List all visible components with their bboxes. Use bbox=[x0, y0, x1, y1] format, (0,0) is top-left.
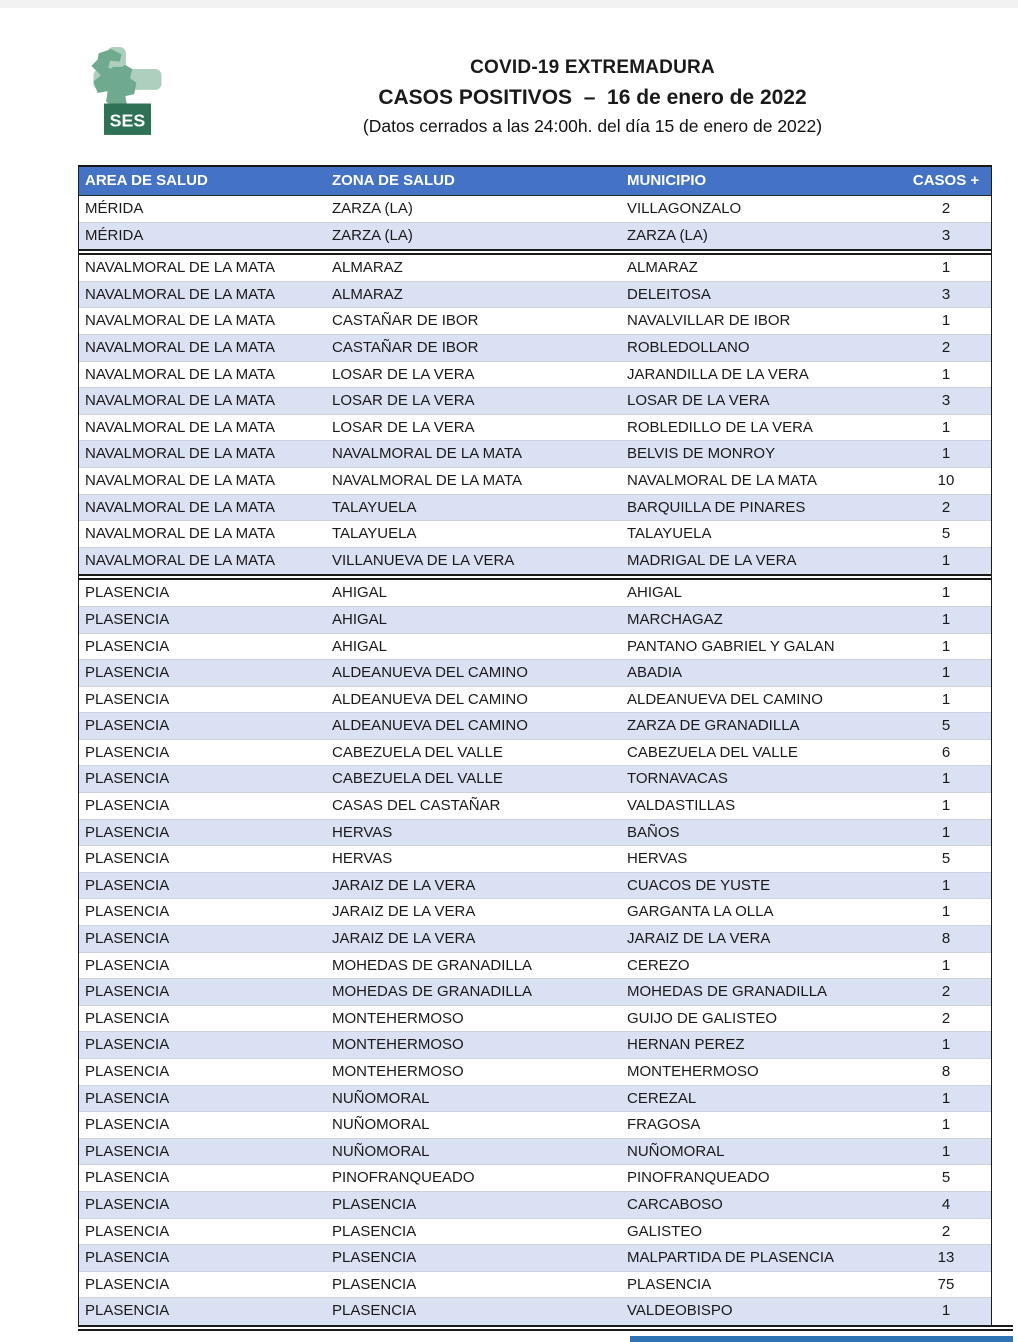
table-row bbox=[79, 1032, 991, 1059]
table-row bbox=[79, 953, 991, 980]
cell-casos: 1 bbox=[941, 259, 951, 277]
cell-area-de-salud: NAVALMORAL DE LA MATA bbox=[85, 445, 276, 463]
table-row bbox=[79, 1059, 991, 1086]
cell-zona-de-salud: PLASENCIA bbox=[332, 1275, 417, 1293]
cell-zona-de-salud: ALDEANUEVA DEL CAMINO bbox=[332, 717, 528, 735]
cell-area-de-salud: NAVALMORAL DE LA MATA bbox=[85, 312, 276, 330]
cell-casos: 75 bbox=[937, 1275, 955, 1293]
cell-area-de-salud: PLASENCIA bbox=[85, 1009, 170, 1027]
cell-area-de-salud: PLASENCIA bbox=[85, 1195, 170, 1213]
table-row bbox=[79, 223, 991, 250]
report-header bbox=[200, 56, 985, 137]
cell-municipio: CUACOS DE YUSTE bbox=[627, 876, 771, 894]
cell-municipio: VALDASTILLAS bbox=[627, 797, 736, 815]
cell-area-de-salud: NAVALMORAL DE LA MATA bbox=[85, 525, 276, 543]
report-note: (Datos cerrados a las 24:00h. del día 15 de enero de 2022) bbox=[362, 116, 823, 136]
cell-municipio: LOSAR DE LA VERA bbox=[627, 392, 770, 410]
area-group bbox=[79, 255, 991, 574]
cell-area-de-salud: NAVALMORAL DE LA MATA bbox=[85, 471, 276, 489]
cell-municipio: ROBLEDILLO DE LA VERA bbox=[627, 418, 813, 436]
cell-municipio: ABADIA bbox=[627, 664, 683, 682]
cell-zona-de-salud: MOHEDAS DE GRANADILLA bbox=[332, 983, 533, 1001]
cell-casos: 2 bbox=[941, 338, 951, 356]
cell-casos: 1 bbox=[941, 876, 951, 894]
table-row bbox=[79, 495, 991, 522]
cell-zona-de-salud: PLASENCIA bbox=[332, 1222, 417, 1240]
column-header-area-de-salud: AREA DE SALUD bbox=[85, 172, 208, 189]
cell-casos: 5 bbox=[941, 1169, 951, 1187]
cell-area-de-salud: PLASENCIA bbox=[85, 1116, 170, 1134]
cell-casos: 1 bbox=[941, 1142, 951, 1160]
table-row bbox=[79, 1086, 991, 1113]
cell-zona-de-salud: MONTEHERMOSO bbox=[332, 1036, 464, 1054]
cell-municipio: HERVAS bbox=[627, 850, 688, 868]
report-subtitle: CASOS POSITIVOS – 16 de enero de 2022 bbox=[378, 86, 807, 109]
cell-area-de-salud: PLASENCIA bbox=[85, 1142, 170, 1160]
cell-area-de-salud: NAVALMORAL DE LA MATA bbox=[85, 551, 276, 569]
cell-zona-de-salud: PINOFRANQUEADO bbox=[332, 1169, 475, 1187]
cell-area-de-salud: PLASENCIA bbox=[85, 1302, 170, 1320]
table-row bbox=[79, 441, 991, 468]
cell-zona-de-salud: PLASENCIA bbox=[332, 1249, 417, 1267]
table-row bbox=[79, 415, 991, 442]
cell-zona-de-salud: NUÑOMORAL bbox=[332, 1116, 430, 1134]
cell-zona-de-salud: ALMARAZ bbox=[332, 259, 403, 277]
table-row bbox=[79, 1272, 991, 1299]
cell-municipio: NAVALMORAL DE LA MATA bbox=[627, 471, 818, 489]
cell-municipio: ALDEANUEVA DEL CAMINO bbox=[627, 690, 823, 708]
cell-municipio: JARAIZ DE LA VERA bbox=[627, 930, 771, 948]
cell-zona-de-salud: MONTEHERMOSO bbox=[332, 1009, 464, 1027]
table-row bbox=[79, 634, 991, 661]
table-row bbox=[79, 793, 991, 820]
table-row bbox=[79, 388, 991, 415]
cell-zona-de-salud: HERVAS bbox=[332, 850, 393, 868]
cell-area-de-salud: PLASENCIA bbox=[85, 664, 170, 682]
cell-municipio: MONTEHERMOSO bbox=[627, 1063, 759, 1080]
cell-zona-de-salud: JARAIZ DE LA VERA bbox=[332, 930, 476, 948]
cell-casos: 1 bbox=[941, 956, 951, 974]
window-top-strip bbox=[0, 0, 1018, 8]
cell-area-de-salud: MÉRIDA bbox=[85, 200, 144, 217]
cell-casos: 1 bbox=[941, 365, 951, 383]
cell-municipio: MOHEDAS DE GRANADILLA bbox=[627, 983, 828, 1001]
table-row bbox=[79, 873, 991, 900]
cell-municipio: PANTANO GABRIEL Y GALAN bbox=[627, 637, 835, 655]
cell-zona-de-salud: JARAIZ DE LA VERA bbox=[332, 876, 476, 894]
table-row bbox=[79, 1165, 991, 1192]
cell-municipio: PLASENCIA bbox=[627, 1275, 712, 1293]
cell-municipio: CARCABOSO bbox=[627, 1195, 723, 1213]
cell-area-de-salud: NAVALMORAL DE LA MATA bbox=[85, 418, 276, 436]
cell-zona-de-salud: MOHEDAS DE GRANADILLA bbox=[332, 956, 533, 974]
table-row bbox=[79, 766, 991, 793]
cell-zona-de-salud: ALDEANUEVA DEL CAMINO bbox=[332, 690, 528, 708]
cell-area-de-salud: NAVALMORAL DE LA MATA bbox=[85, 338, 276, 356]
cell-municipio: VILLAGONZALO bbox=[627, 200, 742, 217]
table-bottom-border bbox=[78, 1325, 1013, 1331]
cell-area-de-salud: PLASENCIA bbox=[85, 584, 170, 602]
table-row bbox=[79, 713, 991, 740]
cell-area-de-salud: PLASENCIA bbox=[85, 1169, 170, 1187]
cell-casos: 5 bbox=[941, 850, 951, 868]
table-row bbox=[79, 1192, 991, 1219]
area-group bbox=[79, 580, 991, 1325]
table-row bbox=[79, 468, 991, 495]
cell-casos: 5 bbox=[941, 525, 951, 543]
cell-casos: 1 bbox=[941, 823, 951, 841]
table-row bbox=[79, 1112, 991, 1139]
cell-zona-de-salud: LOSAR DE LA VERA bbox=[332, 418, 475, 436]
cell-area-de-salud: PLASENCIA bbox=[85, 717, 170, 735]
column-header-casos: CASOS + bbox=[912, 172, 980, 189]
table-row bbox=[79, 1139, 991, 1166]
cell-municipio: MARCHAGAZ bbox=[627, 610, 723, 628]
cell-casos: 8 bbox=[941, 1063, 951, 1080]
cell-municipio: BARQUILLA DE PINARES bbox=[627, 498, 806, 516]
cell-casos: 2 bbox=[941, 1222, 951, 1240]
cell-municipio: GALISTEO bbox=[627, 1222, 703, 1240]
table-row bbox=[79, 846, 991, 873]
cell-area-de-salud: NAVALMORAL DE LA MATA bbox=[85, 365, 276, 383]
cell-municipio: GARGANTA LA OLLA bbox=[627, 903, 774, 921]
cell-casos: 2 bbox=[941, 1009, 951, 1027]
cell-municipio: BELVIS DE MONROY bbox=[627, 445, 776, 463]
cell-municipio: GUIJO DE GALISTEO bbox=[627, 1009, 778, 1027]
cell-zona-de-salud: TALAYUELA bbox=[332, 498, 417, 516]
cell-zona-de-salud: AHIGAL bbox=[332, 584, 388, 602]
cell-municipio: TALAYUELA bbox=[627, 525, 712, 543]
cell-municipio: NUÑOMORAL bbox=[627, 1142, 725, 1160]
cell-zona-de-salud: VILLANUEVA DE LA VERA bbox=[332, 551, 515, 569]
cell-area-de-salud: NAVALMORAL DE LA MATA bbox=[85, 285, 276, 303]
cell-casos: 3 bbox=[941, 285, 951, 303]
cell-municipio: MADRIGAL DE LA VERA bbox=[627, 551, 797, 569]
cell-zona-de-salud: JARAIZ DE LA VERA bbox=[332, 903, 476, 921]
cell-area-de-salud: PLASENCIA bbox=[85, 770, 170, 788]
logo-weave-stripe-shape bbox=[112, 67, 124, 94]
cell-zona-de-salud: ZARZA (LA) bbox=[332, 226, 413, 244]
cell-zona-de-salud: NUÑOMORAL bbox=[332, 1142, 430, 1160]
cell-area-de-salud: PLASENCIA bbox=[85, 956, 170, 974]
cell-municipio: JARANDILLA DE LA VERA bbox=[627, 365, 809, 383]
report-title: COVID-19 EXTREMADURA bbox=[470, 57, 715, 78]
cell-area-de-salud: PLASENCIA bbox=[85, 637, 170, 655]
cell-zona-de-salud: NAVALMORAL DE LA MATA bbox=[332, 445, 523, 463]
table-row bbox=[79, 899, 991, 926]
cell-casos: 2 bbox=[941, 498, 951, 516]
table-row bbox=[79, 820, 991, 847]
table-row bbox=[79, 282, 991, 309]
cell-casos: 1 bbox=[941, 610, 951, 628]
cell-municipio: CEREZO bbox=[627, 956, 690, 974]
cell-zona-de-salud: PLASENCIA bbox=[332, 1302, 417, 1320]
cell-area-de-salud: PLASENCIA bbox=[85, 903, 170, 921]
next-section-sliver bbox=[630, 1336, 1013, 1342]
cell-municipio: AHIGAL bbox=[627, 584, 683, 602]
cell-area-de-salud: PLASENCIA bbox=[85, 610, 170, 628]
cell-casos: 1 bbox=[941, 637, 951, 655]
cell-zona-de-salud: CASTAÑAR DE IBOR bbox=[332, 312, 479, 330]
cell-area-de-salud: NAVALMORAL DE LA MATA bbox=[85, 498, 276, 516]
cell-casos: 4 bbox=[941, 1195, 951, 1213]
cell-casos: 1 bbox=[941, 903, 951, 921]
area-group bbox=[79, 196, 991, 249]
ses-logo-icon bbox=[90, 47, 166, 137]
cell-casos: 2 bbox=[941, 983, 951, 1001]
cell-zona-de-salud: MONTEHERMOSO bbox=[332, 1063, 464, 1080]
cell-casos: 1 bbox=[941, 1036, 951, 1054]
table-row bbox=[79, 1006, 991, 1033]
table-body bbox=[79, 196, 991, 1325]
table-row bbox=[79, 926, 991, 953]
cell-casos: 1 bbox=[941, 664, 951, 682]
cell-casos: 1 bbox=[941, 770, 951, 788]
cell-municipio: ROBLEDOLLANO bbox=[627, 338, 750, 356]
cell-zona-de-salud: LOSAR DE LA VERA bbox=[332, 392, 475, 410]
cell-municipio: ZARZA DE GRANADILLA bbox=[627, 717, 800, 735]
cell-zona-de-salud: ZARZA (LA) bbox=[332, 200, 413, 217]
cell-area-de-salud: PLASENCIA bbox=[85, 690, 170, 708]
cell-area-de-salud: PLASENCIA bbox=[85, 1275, 170, 1293]
cell-casos: 1 bbox=[941, 1089, 951, 1107]
cell-casos: 1 bbox=[941, 445, 951, 463]
table-row bbox=[79, 660, 991, 687]
cell-casos: 13 bbox=[937, 1249, 955, 1267]
ses-logo bbox=[90, 47, 166, 137]
table-header-row bbox=[79, 165, 991, 196]
cell-municipio: NAVALVILLAR DE IBOR bbox=[627, 312, 791, 330]
cell-municipio: BAÑOS bbox=[627, 823, 680, 841]
cell-area-de-salud: NAVALMORAL DE LA MATA bbox=[85, 392, 276, 410]
cell-municipio: VALDEOBISPO bbox=[627, 1302, 733, 1320]
cell-municipio: HERNAN PEREZ bbox=[627, 1036, 745, 1054]
table-row bbox=[79, 1245, 991, 1272]
cell-casos: 1 bbox=[941, 584, 951, 602]
table-row bbox=[79, 1219, 991, 1246]
cell-zona-de-salud: ALDEANUEVA DEL CAMINO bbox=[332, 664, 528, 682]
cell-area-de-salud: PLASENCIA bbox=[85, 930, 170, 948]
cell-municipio: CABEZUELA DEL VALLE bbox=[627, 743, 798, 761]
cell-casos: 1 bbox=[941, 418, 951, 436]
table-row bbox=[79, 548, 991, 575]
cell-zona-de-salud: AHIGAL bbox=[332, 610, 388, 628]
logo-text: SES bbox=[109, 110, 146, 131]
cell-zona-de-salud: LOSAR DE LA VERA bbox=[332, 365, 475, 383]
cell-zona-de-salud: PLASENCIA bbox=[332, 1195, 417, 1213]
table-row bbox=[79, 1298, 991, 1325]
cell-casos: 1 bbox=[941, 1116, 951, 1134]
cell-casos: 1 bbox=[941, 797, 951, 815]
cell-zona-de-salud: CASTAÑAR DE IBOR bbox=[332, 338, 479, 356]
table-row bbox=[79, 196, 991, 223]
cell-zona-de-salud: HERVAS bbox=[332, 823, 393, 841]
cell-casos: 3 bbox=[941, 392, 951, 410]
cell-casos: 1 bbox=[941, 312, 951, 330]
table-row bbox=[79, 979, 991, 1006]
table-row bbox=[79, 740, 991, 767]
table-row bbox=[79, 521, 991, 548]
cell-area-de-salud: PLASENCIA bbox=[85, 876, 170, 894]
cell-municipio: MALPARTIDA DE PLASENCIA bbox=[627, 1249, 835, 1267]
table-row bbox=[79, 255, 991, 282]
table-row bbox=[79, 687, 991, 714]
cell-zona-de-salud: NAVALMORAL DE LA MATA bbox=[332, 471, 523, 489]
cell-area-de-salud: MÉRIDA bbox=[85, 226, 144, 244]
cell-zona-de-salud: CASAS DEL CASTAÑAR bbox=[332, 797, 501, 815]
cell-casos: 8 bbox=[941, 930, 951, 948]
cell-casos: 10 bbox=[937, 471, 955, 489]
cases-table bbox=[78, 165, 992, 1331]
cell-municipio: FRAGOSA bbox=[627, 1116, 701, 1134]
cell-area-de-salud: PLASENCIA bbox=[85, 1249, 170, 1267]
cell-area-de-salud: PLASENCIA bbox=[85, 823, 170, 841]
cell-municipio: DELEITOSA bbox=[627, 285, 711, 303]
cell-municipio: ALMARAZ bbox=[627, 259, 698, 277]
cell-area-de-salud: PLASENCIA bbox=[85, 797, 170, 815]
cell-zona-de-salud: CABEZUELA DEL VALLE bbox=[332, 743, 503, 761]
table-row bbox=[79, 607, 991, 634]
column-header-zona-de-salud: ZONA DE SALUD bbox=[332, 172, 455, 189]
cell-zona-de-salud: ALMARAZ bbox=[332, 285, 403, 303]
table-row bbox=[79, 308, 991, 335]
cell-casos: 2 bbox=[941, 200, 951, 217]
cell-casos: 1 bbox=[941, 690, 951, 708]
cell-casos: 3 bbox=[941, 226, 951, 244]
cell-municipio: PINOFRANQUEADO bbox=[627, 1169, 770, 1187]
cell-municipio: TORNAVACAS bbox=[627, 770, 728, 788]
table-row bbox=[79, 580, 991, 607]
cell-area-de-salud: PLASENCIA bbox=[85, 743, 170, 761]
cell-municipio: ZARZA (LA) bbox=[627, 226, 708, 244]
cell-zona-de-salud: CABEZUELA DEL VALLE bbox=[332, 770, 503, 788]
cell-zona-de-salud: NUÑOMORAL bbox=[332, 1089, 430, 1107]
table-row bbox=[79, 362, 991, 389]
column-header-municipio: MUNICIPIO bbox=[627, 172, 707, 189]
cell-zona-de-salud: TALAYUELA bbox=[332, 525, 417, 543]
cell-area-de-salud: PLASENCIA bbox=[85, 983, 170, 1001]
cell-area-de-salud: PLASENCIA bbox=[85, 850, 170, 868]
cell-casos: 6 bbox=[941, 743, 951, 761]
cell-casos: 1 bbox=[941, 1302, 951, 1320]
cell-area-de-salud: PLASENCIA bbox=[85, 1222, 170, 1240]
cell-area-de-salud: NAVALMORAL DE LA MATA bbox=[85, 259, 276, 277]
cell-area-de-salud: PLASENCIA bbox=[85, 1063, 170, 1080]
cell-casos: 5 bbox=[941, 717, 951, 735]
cell-municipio: CEREZAL bbox=[627, 1089, 697, 1107]
table-row bbox=[79, 335, 991, 362]
cell-casos: 1 bbox=[941, 551, 951, 569]
cell-area-de-salud: PLASENCIA bbox=[85, 1089, 170, 1107]
cell-zona-de-salud: AHIGAL bbox=[332, 637, 388, 655]
cell-area-de-salud: PLASENCIA bbox=[85, 1036, 170, 1054]
